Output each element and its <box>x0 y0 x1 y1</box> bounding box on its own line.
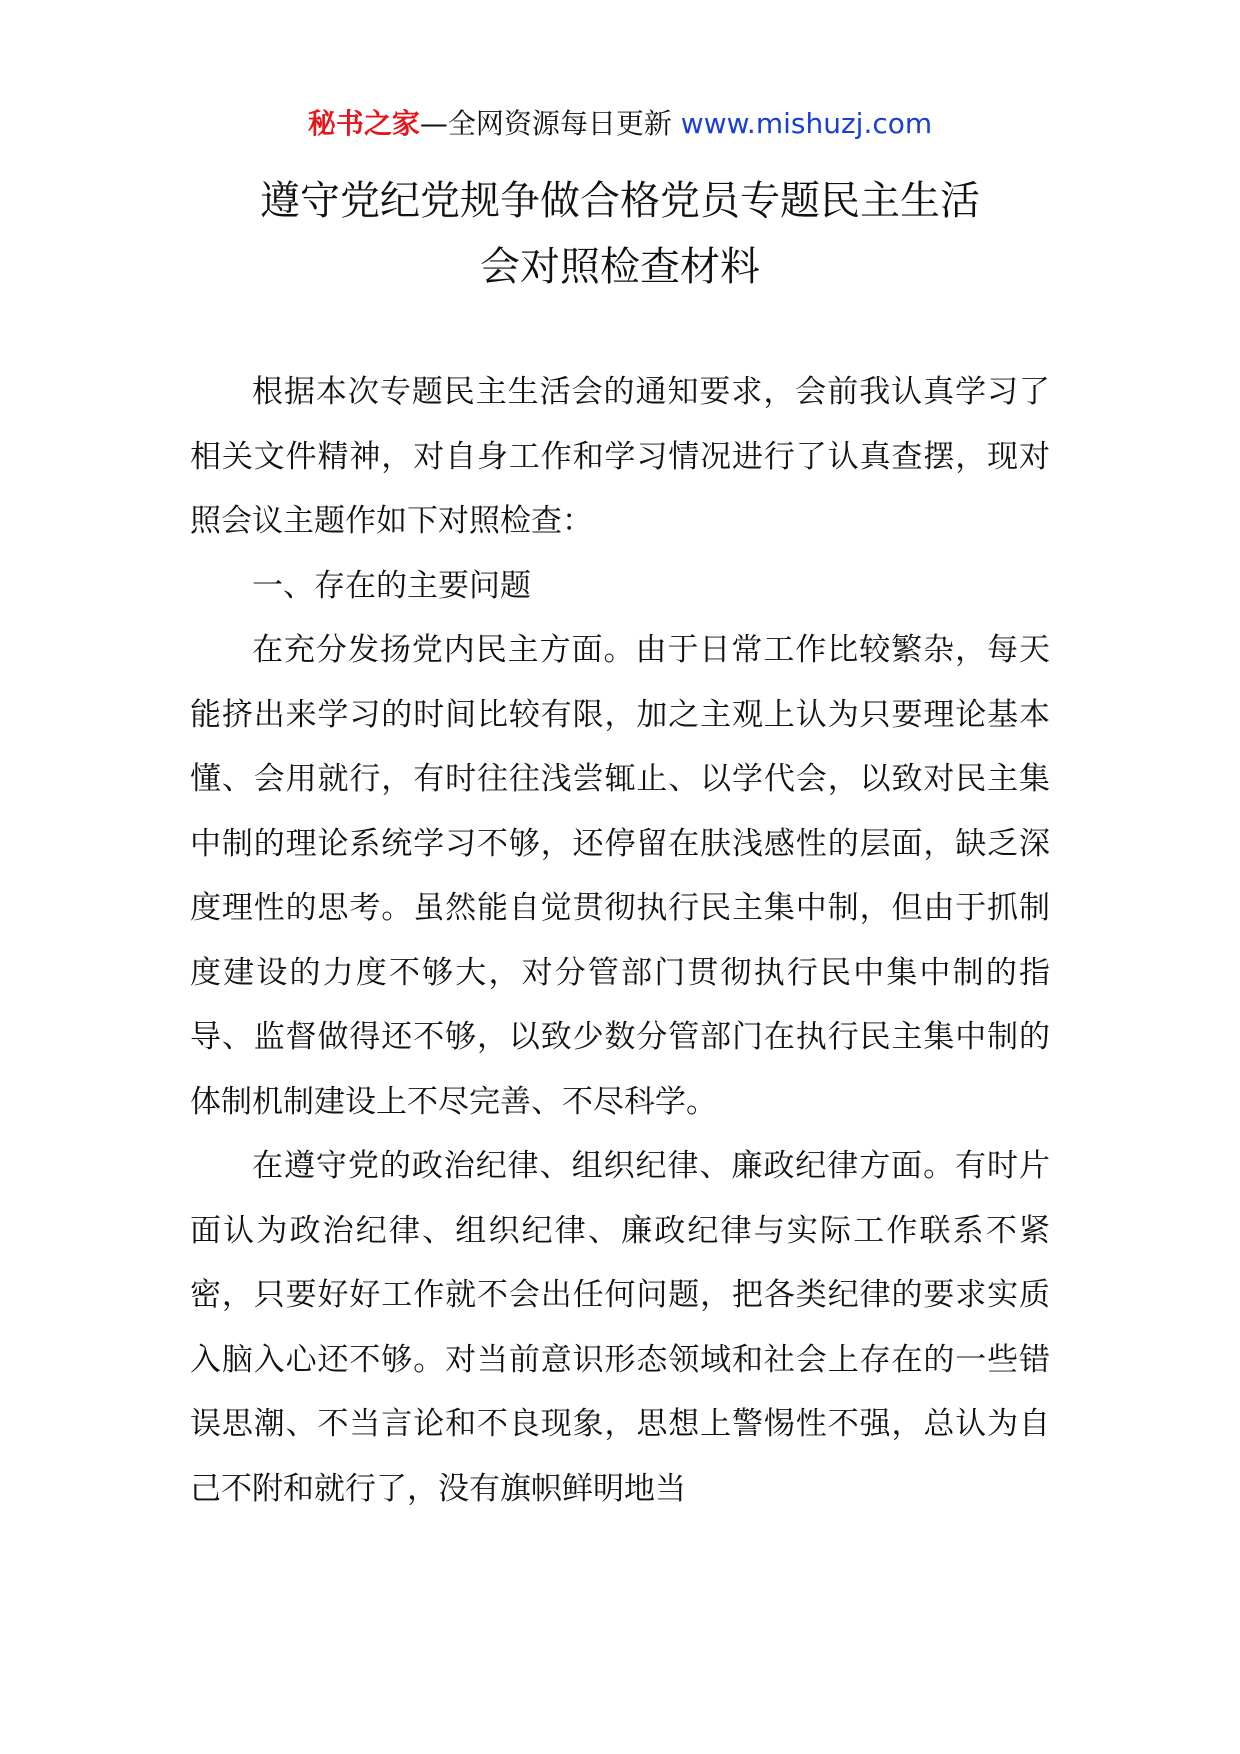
site-header <box>0 104 1240 144</box>
document-title-line-2: 会对照检查材料 <box>480 244 760 290</box>
intro-paragraph: 根据本次专题民主生活会的通知要求，会前我认真学习了相关文件精神，对自身工作和学习情况进行了认真查摆，现对照会议主题作如下对照检查： <box>190 374 1050 539</box>
section-heading: 一、存在的主要问题 <box>252 567 531 604</box>
document-title <box>0 168 1240 300</box>
brand-name: 秘书之家 <box>307 107 420 140</box>
document-body <box>190 360 1050 1521</box>
body-paragraph-discipline: 在遵守党的政治纪律、组织纪律、廉政纪律方面。有时片面认为政治纪律、组织纪律、廉政纪律与实际工作联系不紧密，只要好好工作就不会出任何问题，把各类纪律的要求实质入脑入心还不够。对当前意识形态领域和社会上存在的一些错误思潮、不当言论和不良现象，思想上警惕性不强，总认为自己不附和就行了，没有旗帜鲜明地当 <box>190 1148 1050 1507</box>
header-slogan: —全网资源每日更新 <box>419 107 672 140</box>
body-paragraph-democracy: 在充分发扬党内民主方面。由于日常工作比较繁杂，每天能挤出来学习的时间比较有限，加之主观上认为只要理论基本懂、会用就行，有时往往浅尝辄止、以学代会，以致对民主集中制的理论系统学习不够，还停留在肤浅感性的层面，缺乏深度理性的思考。虽然能自觉贯彻执行民主集中制，但由于抓制度建设的力度不够大，对分管部门贯彻执行民中集中制的指导、监督做得还不够，以致少数分管部门在执行民主集中制的体制机制建设上不尽完善、不尽科学。 <box>190 632 1050 1120</box>
site-url-link[interactable]: www.mishuzj.com <box>680 107 933 140</box>
document-title-line-1: 遵守党纪党规争做合格党员专题民主生活 <box>260 178 980 224</box>
